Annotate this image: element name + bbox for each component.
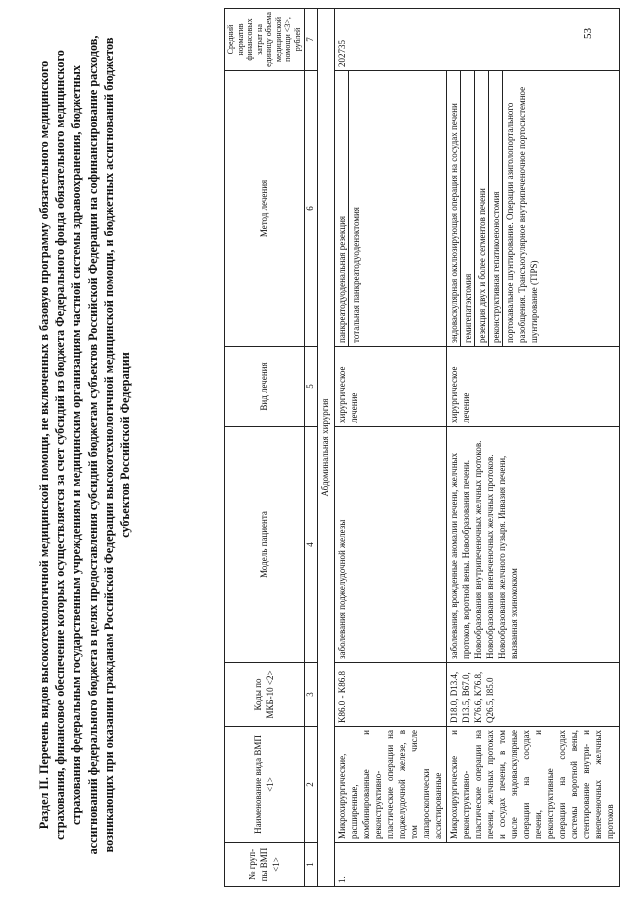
- treatment-method: панкреатодуоденальная резекция: [336, 215, 347, 343]
- icd-codes: D18.0, D13.4, D13.5, B67.0, K76.6, K76.8, Q26.5, I85.0: [447, 663, 620, 727]
- column-number: 4: [304, 427, 317, 663]
- header-icd-codes: Коды по МКБ-10 <2>: [225, 663, 305, 727]
- column-number: 6: [304, 71, 317, 347]
- vmp-name: Микрохирургические и реконструктивно-пластические операции на печени, желчных протоках и сосудах печени, в том числе эндоваскулярные операции на сосудах печени, и реконструктивные операции на сосудах системы воротной вены, стентирование внутри- и внепеченочных желчных протоков: [447, 727, 620, 843]
- treatment-method: эндоваскулярная окклюзирующая операция на сосудах печени: [449, 103, 460, 343]
- treatment-method: резекция двух и более сегментов печени: [474, 71, 488, 346]
- patient-model: заболевания, врожденные аномалии печени, желчных протоков, воротной вены. Новообразования печени. Новообразования внутрипеченочных желчных протоков. Новообразования внепеченочных желчных протоков. Новообразования желчного пузыря. Инвазия печени, вызванная эхинококком: [447, 427, 620, 663]
- treatment-methods: [447, 71, 620, 347]
- cost-value: 202735: [334, 9, 619, 71]
- column-number-row: [304, 9, 317, 887]
- treatment-method: гемигепатэктомия: [460, 71, 474, 346]
- column-number: 3: [304, 663, 317, 727]
- header-treatment-type: Вид лечения: [225, 347, 305, 427]
- treatment-method: тотальная панкреатодуоденэктомия: [348, 71, 362, 346]
- section-title: Раздел II. Перечень видов высокотехнологичной медицинской помощи, не включенных в базовую программу обязательного медицинского страхования, финансовое обеспечение которых осуществляется за счет субсидий из бюджета Федерального фонда обязательного медицинского страхования федеральным государственным учреждениям и медицинским организациям частной системы здравоохранения, бюджетных ассигнований федерального бюджета в целях предоставления субсидий бюджетам субъектов Российской Федерации на софинансирование расходов, возникающих при оказании гражданам Российской Федерации высокотехнологичной медицинской помощи, и бюджетных ассигнований бюджетов субъектов Российской Федерации: [37, 35, 133, 855]
- column-number: 5: [304, 347, 317, 427]
- header-group-number: № груп- пы ВМП <1>: [225, 843, 305, 887]
- column-number: 7: [304, 9, 317, 71]
- header-patient-model: Модель пациента: [225, 427, 305, 663]
- section-label: Абдоминальная хирургия: [317, 9, 334, 887]
- treatment-methods: [334, 71, 446, 347]
- header-cost: Средний норматив финансовых затрат на единицу объема медицинской помощи <3>, рублей: [225, 9, 305, 71]
- vmp-name: Микрохирургические, расширенные, комбинированные и реконструктивно-пластические операции на поджелудочной железе, в том числе лапароскопически ассистированные: [334, 727, 446, 843]
- group-number: 1.: [334, 843, 619, 887]
- treatment-method: портокавальное шунтирование. Операции азиголопортального разобщения. Трансъюгулярное внутрипеченочное портосистемное шунтирование (TIPS): [502, 71, 540, 346]
- table-row: [334, 9, 446, 887]
- section-row: [317, 9, 334, 887]
- treatment-type: хирургическое лечение: [447, 347, 620, 427]
- vmp-table: [224, 8, 620, 887]
- treatment-method: реконструктивная гепатикоеюностомия: [488, 71, 502, 346]
- header-vmp-name: Наименование вида ВМП <1>: [225, 727, 305, 843]
- treatment-type: хирургическое лечение: [334, 347, 446, 427]
- page-number: 53: [582, 28, 594, 39]
- table-header-row: [225, 9, 305, 887]
- icd-codes: K86.0 - K86.8: [334, 663, 446, 727]
- header-treatment-method: Метод лечения: [225, 71, 305, 347]
- table-row: [447, 9, 620, 887]
- column-number: 2: [304, 727, 317, 843]
- patient-model: заболевания поджелудочной железы: [334, 427, 446, 663]
- column-number: 1: [304, 843, 317, 887]
